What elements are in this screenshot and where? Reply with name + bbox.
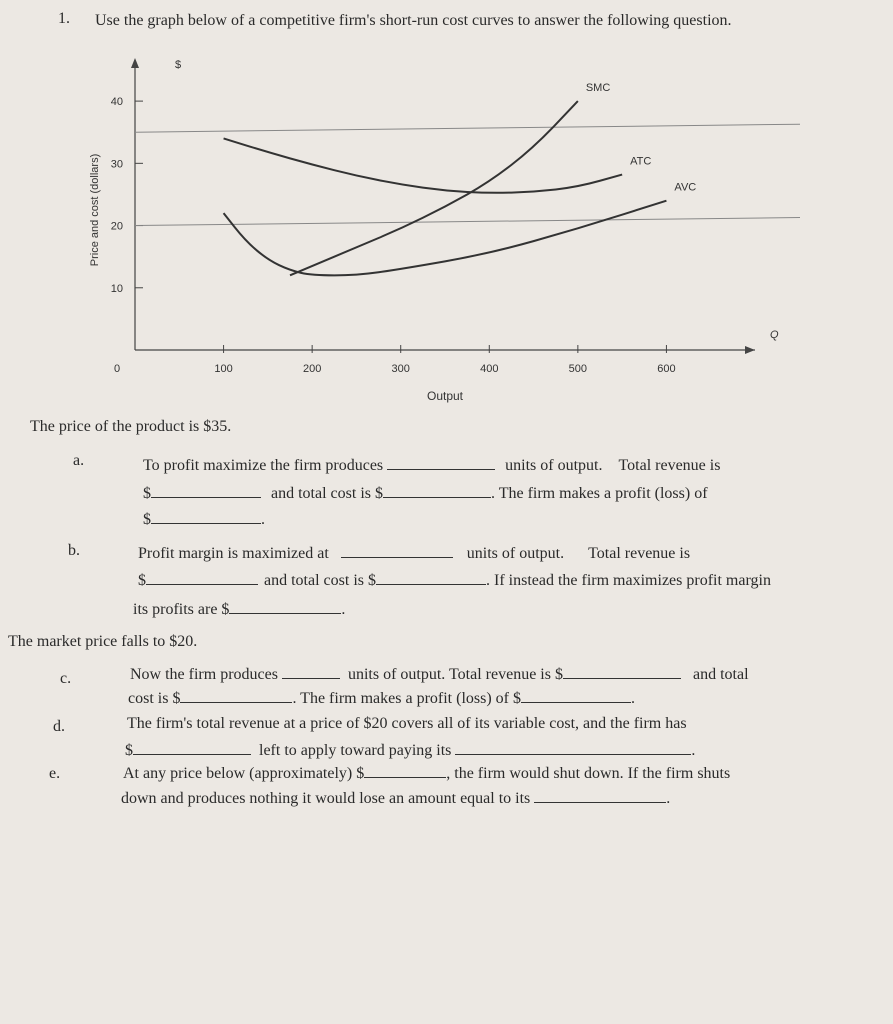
smc-label: SMC (585, 82, 611, 95)
y-axis-arrow (131, 58, 139, 68)
part-a-text-1: To profit maximize the firm produces (143, 457, 384, 474)
part-e-text-4: . (666, 790, 671, 807)
part-a-text-5: and total cost is $ (271, 485, 383, 502)
part-e-text-1: At any price below (approximately) $ (123, 765, 365, 782)
part-b-text-4: $ (138, 572, 146, 589)
part-b-text-5: and total cost is $ (264, 572, 376, 589)
part-d-text-3: left to apply toward paying its (259, 742, 452, 759)
part-c-text-6: . (631, 690, 635, 707)
part-a-text-3: Total revenue is (618, 457, 721, 474)
chart-labels (89, 59, 779, 403)
part-e-blank-price[interactable] (364, 763, 446, 778)
part-a-text-8: . (261, 511, 265, 528)
intro-text: The price of the product is $35. (30, 418, 232, 435)
part-a-label: a. (73, 452, 85, 469)
x-axis-symbol: Q (770, 329, 779, 341)
part-a-text-6: . The firm makes a profit (loss) of (490, 485, 708, 502)
x-tick-label: 300 (391, 363, 410, 375)
avc-curve (224, 201, 667, 276)
x-tick-label: 500 (568, 363, 588, 375)
part-a-blank-revenue[interactable] (151, 483, 261, 498)
x-tick-label: 0 (113, 363, 121, 375)
part-d-text-2: $ (125, 742, 133, 759)
part-d-text-1: The firm's total revenue at a price of $20 covers all of its variable cost, and the firm has (127, 715, 687, 732)
x-tick-label: 200 (302, 363, 322, 375)
part-a-blank-units[interactable] (387, 455, 495, 470)
part-c-text-2: units of output. Total revenue is $ (347, 666, 563, 683)
price-line (135, 218, 800, 226)
part-c-label: c. (60, 670, 72, 687)
part-e-text-3: down and produces nothing it would lose an amount equal to its (121, 790, 531, 807)
part-b-text-2: units of output. (466, 545, 565, 562)
part-e-blank-loss[interactable] (534, 788, 666, 803)
part-e-text-2: , the firm would shut down. If the firm shuts (446, 765, 731, 782)
part-b-text-6: . If instead the firm maximizes profit margin (485, 572, 771, 589)
x-tick-label: 100 (214, 363, 233, 375)
part-d-label: d. (53, 718, 65, 735)
part-c-text-3: and total (692, 666, 749, 683)
part-a-blank-cost[interactable] (383, 483, 491, 498)
price-line (135, 124, 800, 132)
avc-label: AVC (674, 181, 697, 194)
x-axis-label: Output (426, 389, 464, 403)
part-a-text-2: units of output. (505, 457, 603, 474)
part-c-blank-revenue[interactable] (563, 664, 681, 679)
y-tick-label: 40 (110, 96, 123, 109)
market-price-text: The market price falls to $20. (8, 633, 198, 650)
y-tick-label: 20 (110, 220, 123, 233)
question-number: 1. (58, 10, 70, 27)
part-b-label: b. (68, 542, 80, 559)
part-c-text-4: cost is $ (128, 690, 181, 707)
part-b-blank-profits[interactable] (229, 599, 341, 614)
atc-curve (224, 138, 623, 192)
part-c-blank-cost[interactable] (180, 688, 292, 703)
part-b-text-3: Total revenue is (588, 545, 691, 562)
chart-curves (135, 101, 800, 275)
y-unit-symbol: $ (175, 59, 182, 71)
cost-curves-chart (0, 0, 893, 420)
part-c-text-1: Now the firm produces (130, 666, 278, 683)
atc-label: ATC (630, 155, 652, 168)
part-b-text-8: . (341, 601, 346, 618)
y-tick-label: 10 (110, 282, 123, 295)
part-d-text-4: . (691, 742, 696, 759)
chart-axes (131, 58, 755, 354)
part-a-blank-profit[interactable] (151, 509, 261, 524)
part-e-label: e. (49, 765, 61, 782)
question-text: Use the graph below of a competitive firm's short-run cost curves to answer the following question. (95, 12, 732, 29)
x-axis-arrow (745, 346, 755, 354)
part-d-blank-cost-type[interactable] (455, 740, 691, 755)
part-c-blank-units[interactable] (282, 664, 340, 679)
part-b-blank-units[interactable] (341, 543, 453, 558)
part-a-text-4: $ (143, 485, 151, 502)
part-a-text-7: $ (143, 511, 151, 528)
part-b-blank-revenue[interactable] (146, 570, 258, 585)
y-tick-label: 30 (110, 158, 123, 171)
x-tick-label: 600 (657, 363, 676, 375)
part-c-text-5: . The firm makes a profit (loss) of $ (292, 690, 521, 707)
part-d-blank-amount[interactable] (133, 740, 251, 755)
y-axis-label: Price and cost (dollars) (89, 153, 101, 267)
part-b-text-1: Profit margin is maximized at (138, 545, 329, 562)
x-tick-label: 400 (480, 363, 499, 375)
part-c-blank-profit[interactable] (521, 688, 631, 703)
part-b-text-7: its profits are $ (133, 601, 230, 618)
part-b-blank-cost[interactable] (376, 570, 486, 585)
